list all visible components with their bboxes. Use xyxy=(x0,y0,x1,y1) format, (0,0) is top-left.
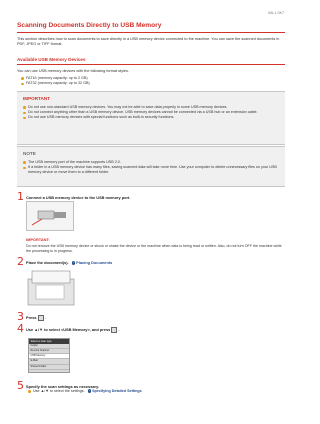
screen-menu-item[interactable]: Shared Folder xyxy=(29,365,69,370)
list-item: FAT16 (memory capacity: up to 2 GB) xyxy=(21,76,90,81)
list-item: Do not connect anything other than a USB memory device. USB memory devices cannot be connected via a USB hub or an extension cable. xyxy=(23,110,281,115)
step-text: Connect a USB memory device to the USB memory port. xyxy=(26,195,131,200)
step5-list xyxy=(28,389,142,394)
screen-title: Select a scan type xyxy=(29,339,69,344)
section-text: You can use USB memory devices with the following format styles. xyxy=(17,69,129,73)
step-number: 1 xyxy=(17,190,24,203)
page-title: Scanning Documents Directly to USB Memory xyxy=(17,22,162,29)
link-arrow-icon: › xyxy=(72,261,74,265)
list-item: If a folder in a USB memory device has many files, saving scanned data will take more time. Use your computer to delete unnecessary files on your USB memory device or move them to a different folder. xyxy=(23,165,281,175)
bullet-icon xyxy=(23,112,26,115)
bullet-icon xyxy=(28,390,31,393)
specifying-detailed-settings-link[interactable]: › Specifying Detailed Settings xyxy=(88,389,142,393)
section-divider xyxy=(17,64,285,65)
important-label: IMPORTANT xyxy=(23,96,50,101)
list-item: Do not use USB memory devices with special functions such as built-in security functions. xyxy=(23,115,281,120)
important-box xyxy=(17,91,285,145)
placing-documents-illustration xyxy=(26,267,78,307)
bullet-icon xyxy=(23,106,26,109)
note-label: NOTE xyxy=(23,151,36,156)
screen-menu-item[interactable]: Copier xyxy=(29,344,69,349)
step-number: 3 xyxy=(17,310,24,323)
bullet-icon xyxy=(21,77,24,80)
step-number: 2 xyxy=(17,255,24,268)
document-id: 0AL1-0K7 xyxy=(268,11,284,15)
bullet-icon xyxy=(21,83,24,86)
bullet-icon xyxy=(23,161,26,164)
screen-menu-item[interactable]: E-Mail xyxy=(29,359,69,364)
format-list xyxy=(21,76,90,86)
step1-important-label: IMPORTANT: xyxy=(26,237,50,242)
lcd-screen xyxy=(28,338,70,373)
screen-menu-item[interactable]: Remote Scanner xyxy=(29,349,69,354)
note-box xyxy=(17,146,285,187)
bullet-icon xyxy=(23,167,26,170)
list-item: Use ▲/▼ to select the settings. › Specifying Detailed Settings xyxy=(28,389,142,394)
link-arrow-icon: › xyxy=(88,389,90,393)
important-list xyxy=(23,105,281,121)
title-divider xyxy=(17,32,285,33)
intro-paragraph: This section describes how to scan documents to save directly in a USB memory device connected to the machine. You can save the scanned documents in PDF, JPEG or TIFF format. xyxy=(17,37,280,47)
step-text: Use ▲/▼ to select <USB Memory>, and press . xyxy=(26,327,120,333)
section-heading-available: Available USB Memory Devices xyxy=(17,57,86,62)
list-item: The USB memory port of the machine supports USB 2.0. xyxy=(23,160,281,165)
usb-port-illustration xyxy=(26,201,74,231)
list-item: Do not use non-standard USB memory devices. You may not be able to save data properly in some USB memory devices. xyxy=(23,105,281,110)
bullet-icon xyxy=(23,117,26,120)
screen-menu-item-selected[interactable]: USB Memory xyxy=(29,354,69,359)
step-text: Specify the scan settings as necessary. xyxy=(26,384,100,389)
note-list xyxy=(23,160,281,176)
step-text: Press . xyxy=(26,315,46,321)
step1-important-text: Do not remove the USB memory device or shock or shake the device or the machine when data is being read or written. Also, do not turn OFF the machine while the processing is in progress. xyxy=(26,244,282,253)
step-text: Place the document(s). › Placing Documents xyxy=(26,260,113,265)
step-number: 4 xyxy=(17,322,24,335)
ok-key-icon xyxy=(111,327,117,333)
step-number: 5 xyxy=(17,379,24,392)
list-item: FAT32 (memory capacity: up to 32 GB) xyxy=(21,81,90,86)
scan-key-icon xyxy=(38,315,44,321)
placing-documents-link[interactable]: › Placing Documents xyxy=(72,260,113,265)
